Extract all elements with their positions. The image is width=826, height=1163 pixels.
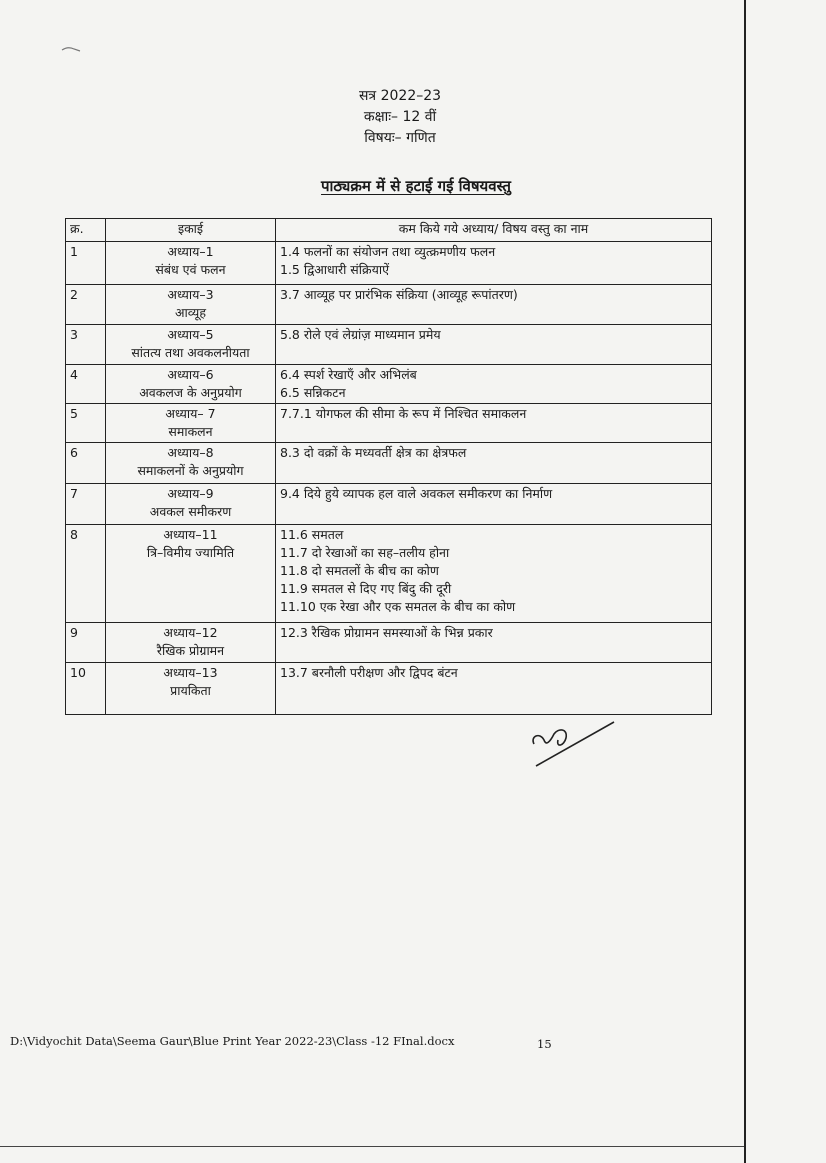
page-bottom-line (0, 1146, 744, 1147)
table-row (66, 325, 712, 365)
row-number: 3 (66, 325, 106, 365)
unit-name: आव्यूह (175, 305, 206, 320)
topic-item: 5.8 रोले एवं लेग्रांज़ माध्यमान प्रमेय (280, 327, 441, 342)
column-header-unit: इकाई (106, 219, 276, 242)
row-number: 6 (66, 443, 106, 484)
document-header (300, 86, 500, 149)
topic-item: 3.7 आव्यूह पर प्रारंभिक संक्रिया (आव्यूह रूपांतरण) (280, 287, 518, 302)
class-label: कक्षाः– 12 वीं (363, 109, 437, 125)
topics-cell (276, 404, 712, 443)
chapter-label: अध्याय–12 (163, 625, 218, 640)
row-number: 4 (66, 365, 106, 404)
unit-cell (106, 285, 276, 325)
topic-item: 11.6 समतल (280, 527, 344, 542)
topic-item: 9.4 दिये हुये व्यापक हल वाले अवकल समीकरण का निर्माण (280, 486, 553, 501)
chapter-label: अध्याय–8 (167, 445, 214, 460)
chapter-label: अध्याय–3 (167, 287, 214, 302)
topic-item: 11.9 समतल से दिए गए बिंदु की दूरी (280, 581, 452, 596)
page-edge-line (744, 0, 746, 1163)
unit-cell (106, 484, 276, 525)
chapter-label: अध्याय–5 (167, 327, 214, 342)
table-row (66, 365, 712, 404)
table-row (66, 663, 712, 715)
unit-cell (106, 242, 276, 285)
row-number: 2 (66, 285, 106, 325)
table-row (66, 525, 712, 623)
column-header-serial: क्र. (66, 219, 106, 242)
topic-item: 1.4 फलनों का संयोजन तथा व्युत्क्रमणीय फलन (280, 244, 496, 259)
table-row (66, 484, 712, 525)
column-header-topics: कम किये गये अध्याय/ विषय वस्तु का नाम (276, 219, 712, 242)
topic-item: 11.7 दो रेखाओं का सह–तलीय होना (280, 545, 450, 560)
topics-cell (276, 525, 712, 623)
syllabus-table (65, 218, 712, 715)
scan-mark (60, 44, 82, 54)
chapter-label: अध्याय–13 (163, 665, 218, 680)
table-row (66, 623, 712, 663)
topic-item: 6.4 स्पर्श रेखाएँ और अभिलंब (280, 367, 417, 382)
chapter-label: अध्याय– 7 (165, 406, 216, 421)
topics-cell (276, 285, 712, 325)
chapter-label: अध्याय–1 (167, 244, 214, 259)
unit-cell (106, 623, 276, 663)
page-number: 15 (537, 1037, 552, 1051)
row-number: 1 (66, 242, 106, 285)
unit-cell (106, 525, 276, 623)
topic-item: 13.7 बरनौली परीक्षण और द्विपद बंटन (280, 665, 458, 680)
unit-cell (106, 404, 276, 443)
topic-item: 7.7.1 योगफल की सीमा के रूप में निश्चित समाकलन (280, 406, 527, 421)
row-number: 8 (66, 525, 106, 623)
topics-cell (276, 325, 712, 365)
file-path: D:\Vidyochit Data\Seema Gaur\Blue Print Year 2022-23\Class -12 FInal.docx (10, 1034, 455, 1048)
topic-item: 1.5 द्विआधारी संक्रियाऐं (280, 262, 389, 277)
unit-name: अवकलज के अनुप्रयोग (139, 385, 242, 400)
unit-name: समाकलन (168, 424, 213, 439)
topics-cell (276, 242, 712, 285)
row-number: 7 (66, 484, 106, 525)
unit-cell (106, 663, 276, 715)
unit-name: अवकल समीकरण (149, 504, 232, 519)
chapter-label: अध्याय–6 (167, 367, 214, 382)
page-title: पाठ्यक्रम में से हटाई गई विषयवस्तु (321, 177, 511, 195)
unit-name: संबंध एवं फलन (155, 262, 226, 277)
chapter-label: अध्याय–9 (167, 486, 214, 501)
table-row (66, 242, 712, 285)
topics-cell (276, 623, 712, 663)
unit-name: प्रायकिता (170, 683, 211, 698)
row-number: 9 (66, 623, 106, 663)
unit-cell (106, 365, 276, 404)
topics-cell (276, 365, 712, 404)
unit-name: सांतत्य तथा अवकलनीयता (131, 345, 250, 360)
table-row (66, 443, 712, 484)
unit-cell (106, 325, 276, 365)
row-number: 10 (66, 663, 106, 715)
unit-name: रैखिक प्रोग्रामन (156, 643, 225, 658)
table-header-row (66, 219, 712, 242)
table-row (66, 285, 712, 325)
topics-cell (276, 443, 712, 484)
table-row (66, 404, 712, 443)
unit-name: त्रि–विमीय ज्यामिति (146, 545, 235, 560)
chapter-label: अध्याय–11 (163, 527, 218, 542)
topic-item: 6.5 सन्निकटन (280, 385, 346, 400)
topics-cell (276, 663, 712, 715)
subject-label: विषयः– गणित (364, 130, 436, 146)
row-number: 5 (66, 404, 106, 443)
topics-cell (276, 484, 712, 525)
unit-name: समाकलनों के अनुप्रयोग (137, 463, 244, 478)
topic-item: 11.10 एक रेखा और एक समतल के बीच का कोण (280, 599, 516, 614)
topic-item: 11.8 दो समतलों के बीच का कोण (280, 563, 439, 578)
signature (528, 716, 618, 772)
unit-cell (106, 443, 276, 484)
topic-item: 12.3 रैखिक प्रोग्रामन समस्याओं के भिन्न प्रकार (280, 625, 493, 640)
session-label: सत्र 2022–23 (358, 88, 442, 104)
topic-item: 8.3 दो वक्रों के मध्यवर्ती क्षेत्र का क्षेत्रफल (280, 445, 467, 460)
